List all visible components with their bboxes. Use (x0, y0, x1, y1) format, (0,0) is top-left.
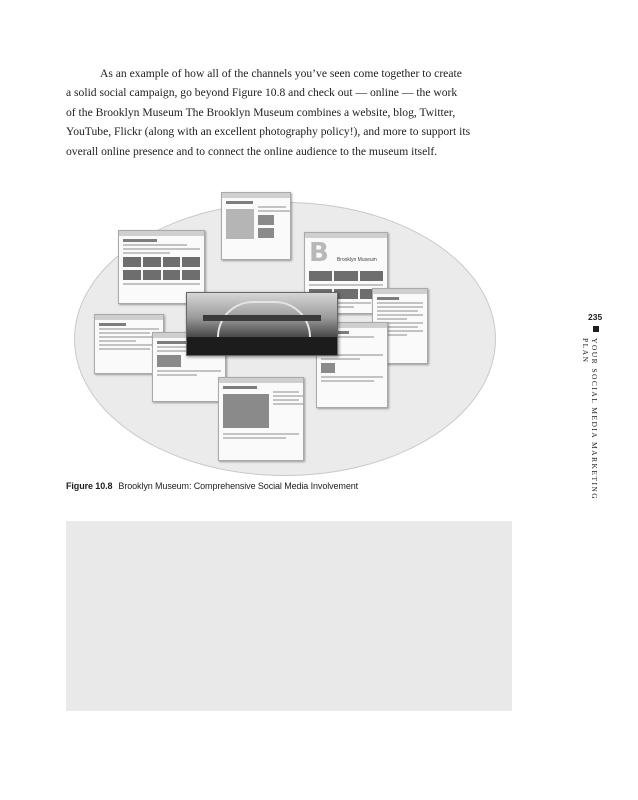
figure-caption-text: Brooklyn Museum: Comprehensive Social Media Involvement (118, 481, 359, 491)
placeholder-gray-box (66, 521, 512, 711)
running-head-text: YOUR SOCIAL MEDIA MARKETING PLAN (581, 337, 599, 500)
screenshot-blog (221, 192, 291, 260)
figure-label: Figure 10.8 (66, 481, 113, 491)
body-line: a solid social campaign, go beyond Figure 10.8 and check out — online — the work (66, 86, 458, 100)
body-line: of the Brooklyn Museum The Brooklyn Museum combines a website, blog, Twitter, (66, 105, 456, 119)
body-line: overall online presence and to connect the online audience to the museum itself. (66, 144, 438, 158)
museum-crowd-photo (186, 292, 338, 356)
body-line: YouTube, Flickr (along with an excellent photography policy!), and more to support its (66, 125, 471, 139)
screenshot-youtube-page (218, 377, 304, 461)
body-line: As an example of how all of the channels you’ve seen come together to create (100, 67, 462, 80)
body-paragraph (66, 64, 496, 161)
brooklyn-museum-logo-text: Brooklyn Museum (336, 257, 377, 263)
running-head (583, 326, 599, 516)
brooklyn-b-logo: B (309, 238, 329, 268)
page-number: 235 (588, 312, 603, 322)
square-bullet-icon (593, 326, 599, 332)
figure-caption (66, 481, 358, 491)
figure-10-8-image (66, 172, 512, 482)
